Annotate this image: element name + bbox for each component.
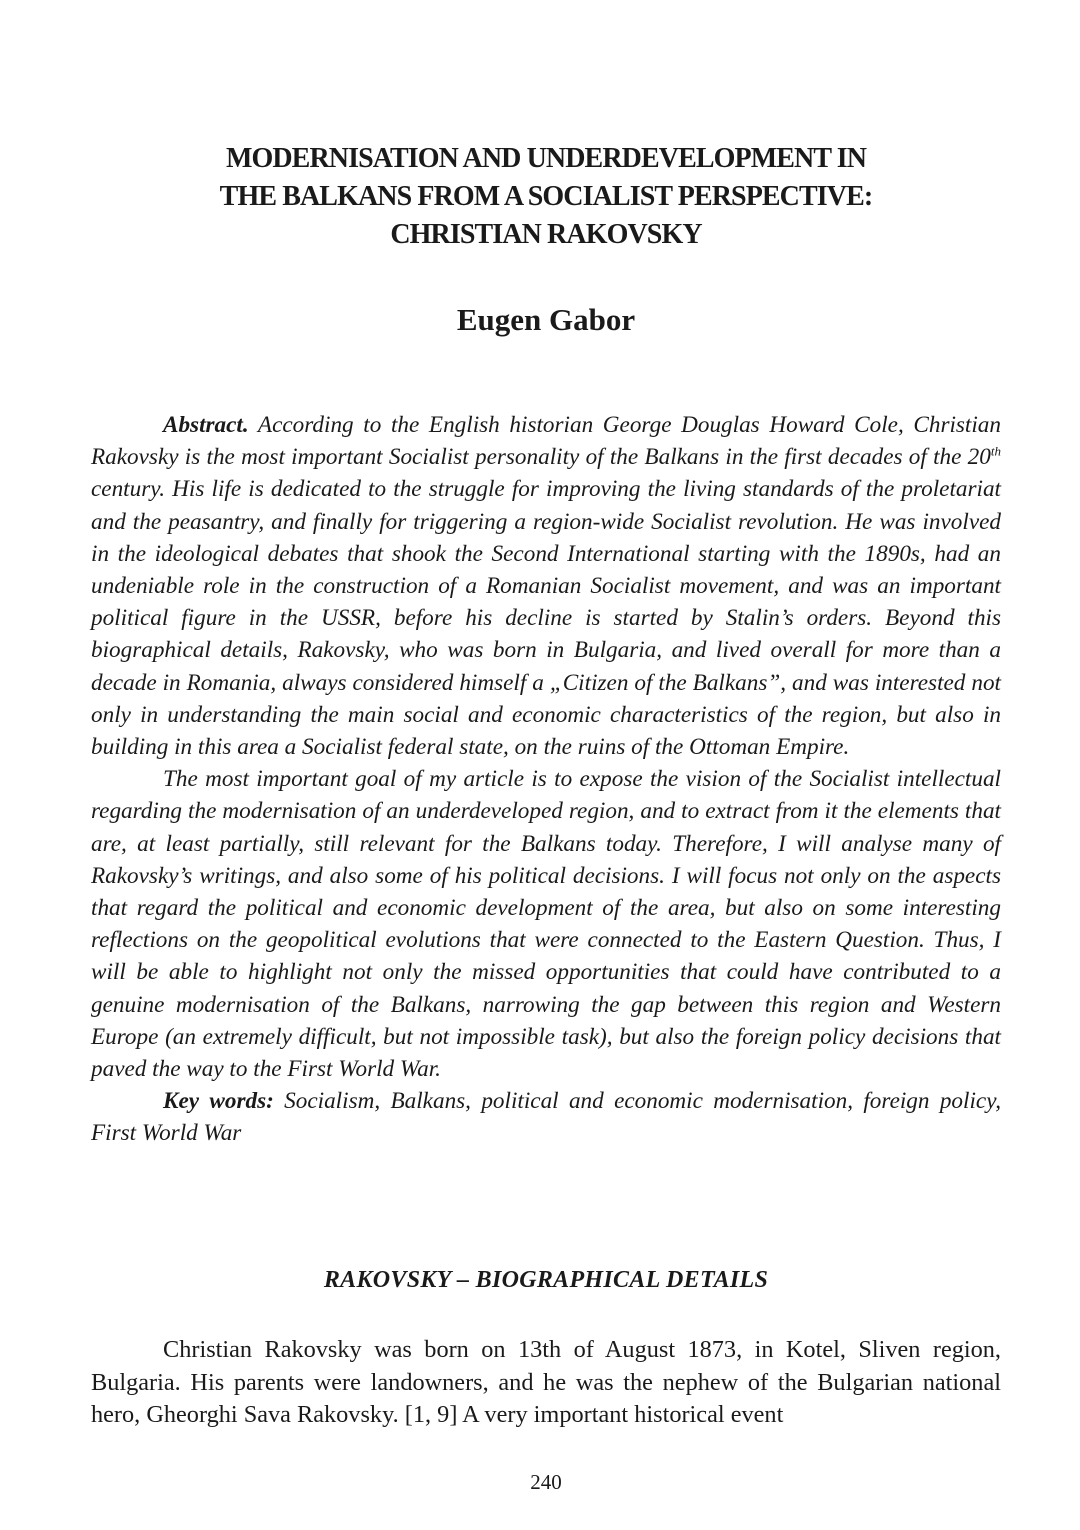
ordinal-suffix: th [990,443,1001,459]
keywords-label: Key words: [163,1088,274,1115]
paper-page [91,0,1001,1530]
section-heading: RAKOVSKY – BIOGRAPHICAL DETAILS [323,1267,769,1293]
body-paragraph: Christian Rakovsky was born on 13th of August 1873, in Kotel, Sliven region, Bulgaria. His parents were landowners, and he was the nephew of the Bulgarian national hero, Gheorghi Sava Rakovsky. [1, 9] A very important historical event [91,1336,1001,1428]
keywords-text: Socialism, Balkans, political and economic modernisation, foreign policy, First World War [91,1088,1002,1147]
title-line-2: THE BALKANS FROM A SOCIALIST PERSPECTIVE: [219,181,873,212]
abstract-text-1b: century. His life is dedicated to the struggle for improving the living standards of the proletariat and the peasantry, and finally for triggering a region-wide Socialist revolution. He was involved in the ideological debates that shook the Second International starting with the 1890s, had an undeniable role in the construction of a Romanian Socialist movement, and was an important political figure in the USSR, before his decline is started by Stalin’s orders. Beyond this biographical details, Rakovsky, who was born in Bulgaria, and lived overall for more than a decade in Romania, always considered himself a „Citizen of the Balkans”, and was interested not only in understanding the main social and economic characteristics of the region, but also in building in this area a Socialist federal state, on the ruins of the Ottoman Empire. [91,476,1001,761]
author-name: Eugen Gabor [456,302,636,337]
title-line-1: MODERNISATION AND UNDERDEVELOPMENT IN [225,143,867,174]
keywords-paragraph [91,1085,1001,1149]
abstract-paragraph-1 [91,409,1001,763]
abstract-text-1a: According to the English historian George Douglas Howard Cole, Christian Rakovsky is the most important Socialist personality of the Balkans in the first decades of the 20 [91,412,1001,471]
abstract-block [91,409,1001,1150]
title-line-3: CHRISTIAN RAKOVSKY [390,219,702,250]
page-number: 240 [530,1470,562,1494]
article-title [91,140,1001,254]
abstract-paragraph-2: The most important goal of my article is to expose the vision of the Socialist intellectual regarding the modernisation of an underdeveloped region, and to extract from it the elements that are, at least partially, still relevant for the Balkans today. Therefore, I will analyse many of Rakovsky’s writings, and also some of his political decisions. I will focus not only on the aspects that regard the political and economic development of the area, but also on some interesting reflections on the geopolitical evolutions that were connected to the Eastern Question. Thus, I will be able to highlight not only the missed opportunities that could have contributed to a genuine modernisation of the Balkans, narrowing the gap between this region and Western Europe (an extremely difficult, but not impossible task), but also the foreign policy decisions that paved the way to the First World War. [91,766,1001,1083]
abstract-label: Abstract. [163,412,249,438]
